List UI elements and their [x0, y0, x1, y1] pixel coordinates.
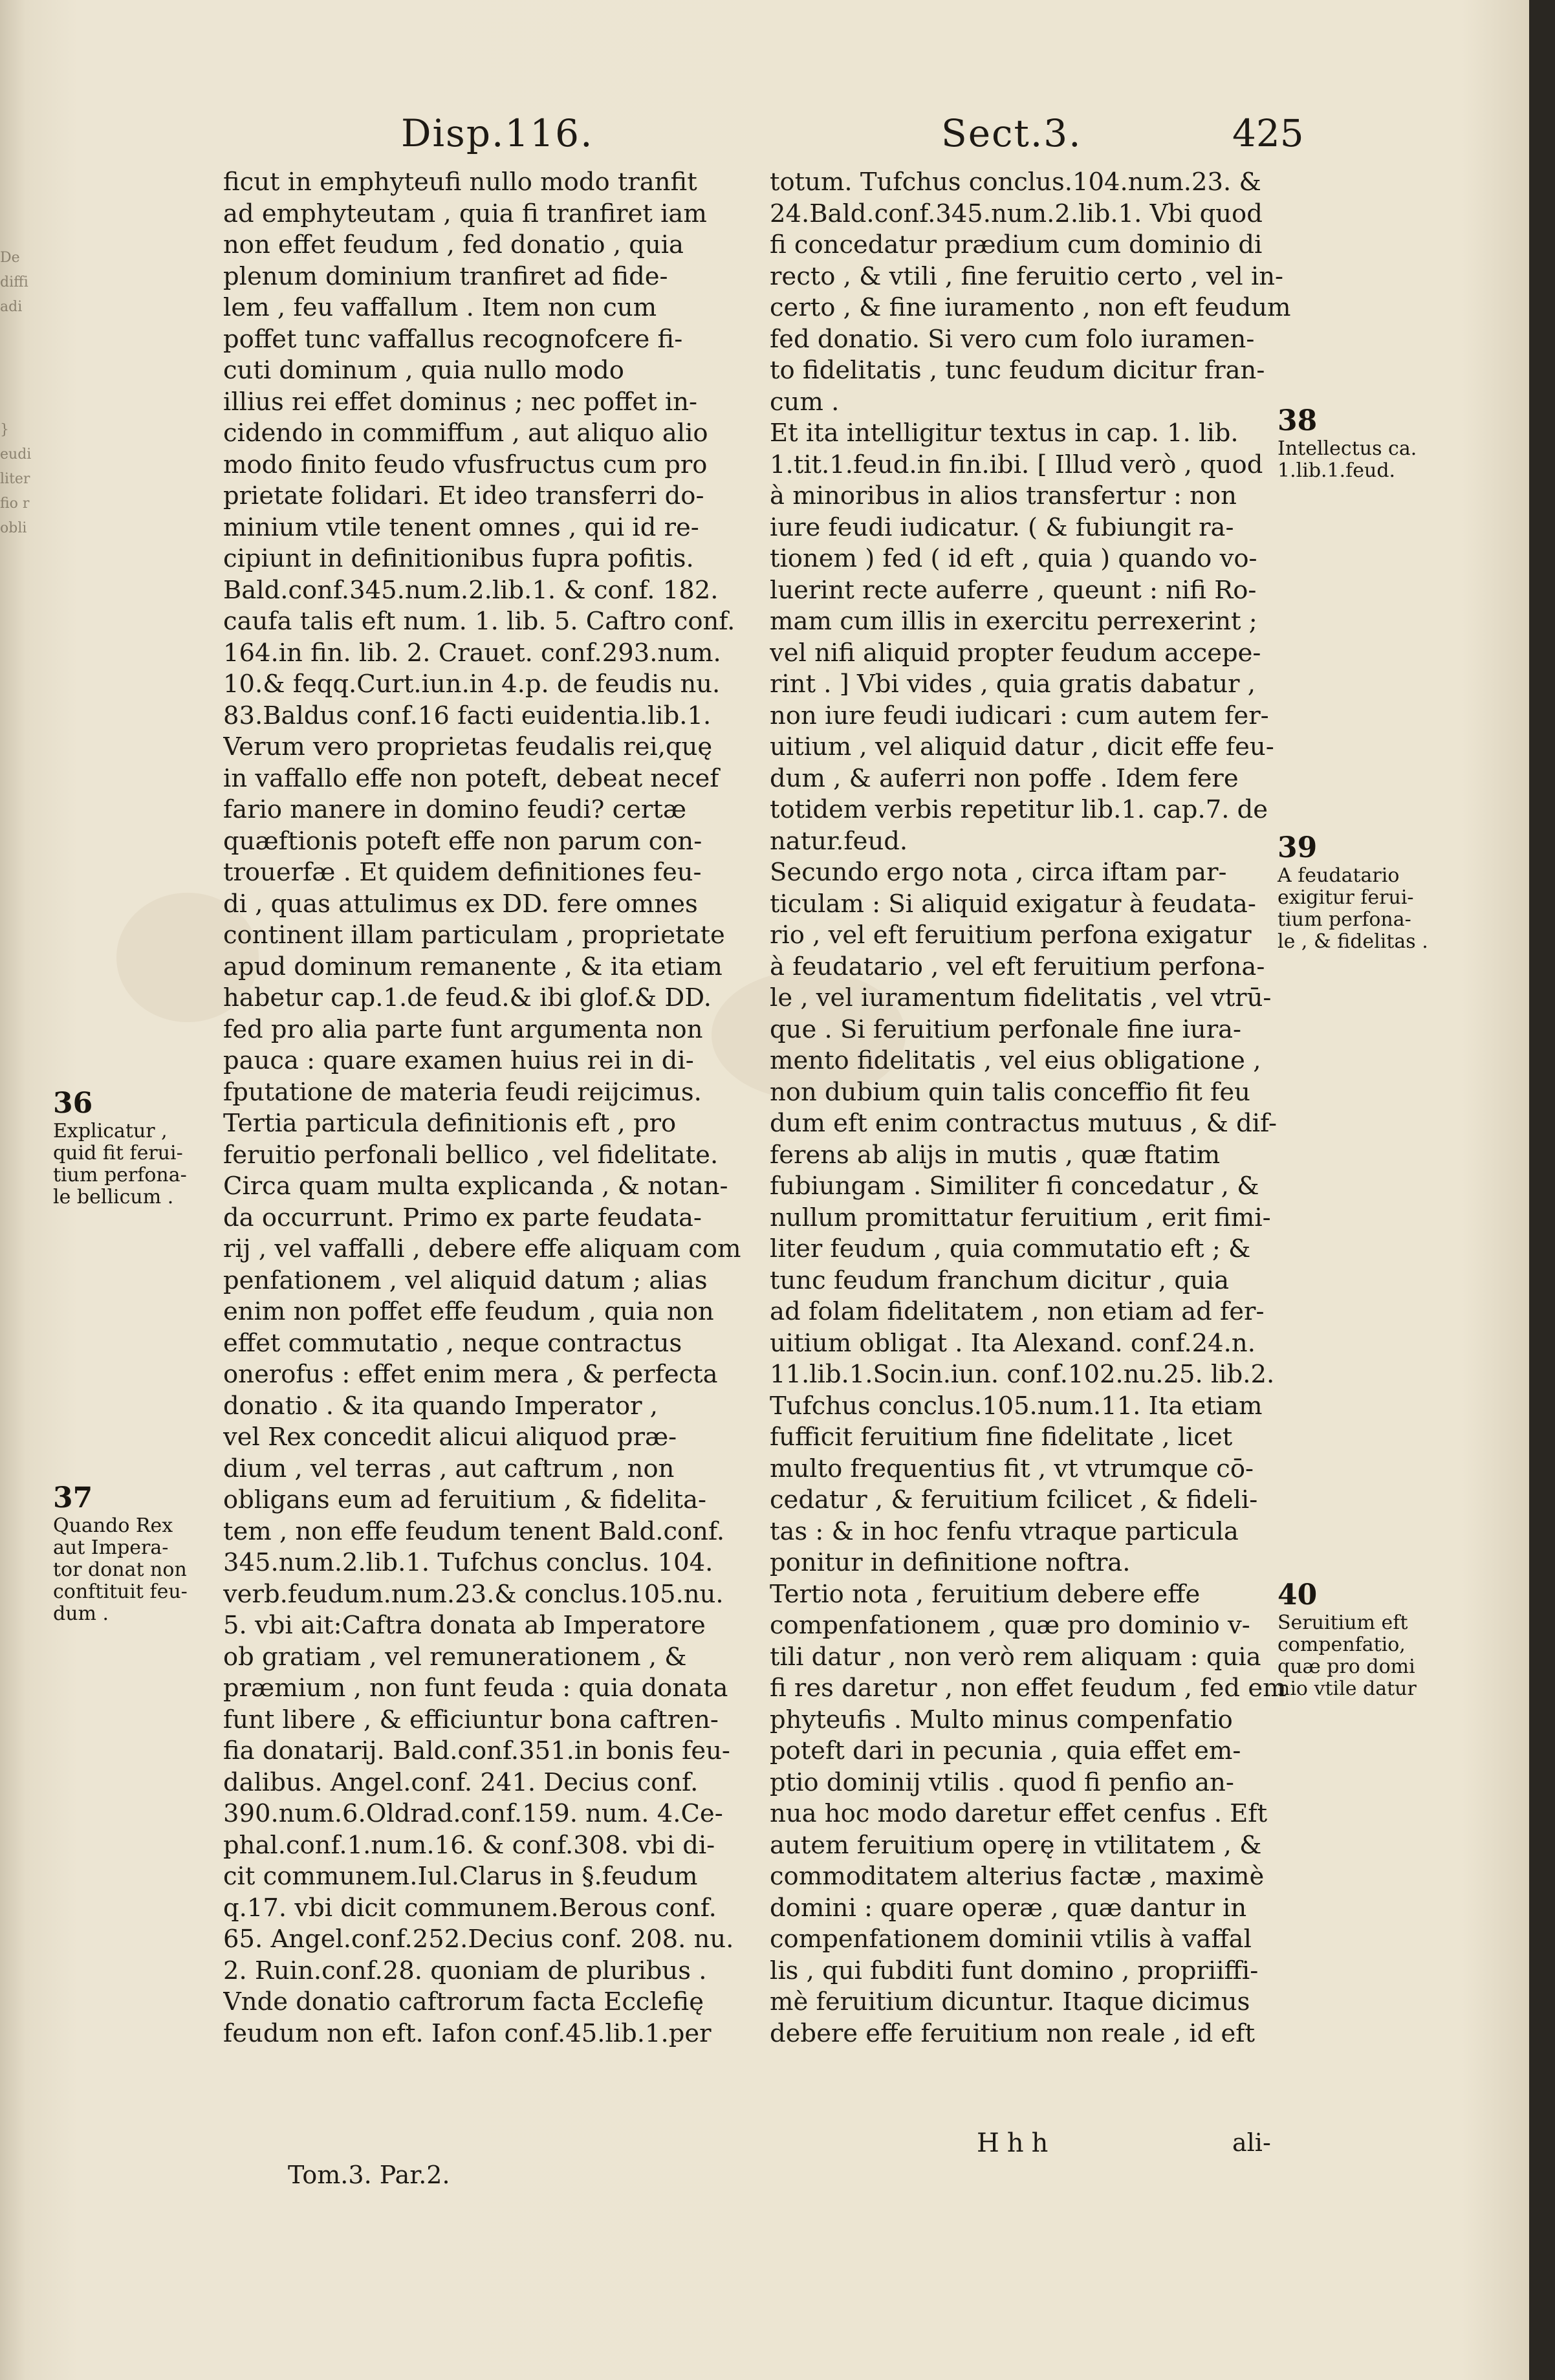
volume-mark: Tom.3. Par.2.	[288, 2161, 450, 2189]
text-line: Tufchus conclus.105.num.11. Ita etiam	[770, 1391, 1263, 1421]
text-line: compenfationem dominii vtilis à vaffal	[770, 1925, 1252, 1954]
gutter-fragment: fio r	[0, 496, 30, 512]
text-line: non effet feudum , fed donatio , quia	[223, 230, 684, 259]
margin-note-line: Quando Rex	[53, 1514, 173, 1537]
text-line: ponitur in definitione noftra.	[770, 1548, 1131, 1577]
gutter-fragment: De	[0, 250, 20, 266]
text-line: ob gratiam , vel remunerationem , &	[223, 1642, 687, 1672]
text-line: fi res daretur , non effet feudum , fed em	[770, 1674, 1287, 1703]
margin-note-line: nio vtile datur	[1278, 1677, 1417, 1700]
text-line: Circa quam multa explicanda , & notan-	[223, 1172, 728, 1201]
text-line: tem , non effe feudum tenent Bald.conf.	[223, 1516, 725, 1546]
text-line: 65. Angel.conf.252.Decius conf. 208. nu.	[223, 1925, 734, 1954]
gutter-fragment: eudi	[0, 446, 32, 463]
text-line: fi concedatur prædium cum dominio di	[770, 230, 1263, 259]
text-line: multo frequentius fit , vt vtrumque cō-	[770, 1454, 1254, 1483]
margin-note-line: Intellectus ca.	[1278, 437, 1417, 460]
text-line: ticulam : Si aliquid exigatur à feudata-	[770, 889, 1256, 919]
left-gutter-bleed	[0, 246, 45, 1087]
page-number: 425	[1232, 111, 1304, 155]
margin-note-line: le , & fidelitas .	[1278, 930, 1428, 953]
gutter-fragment	[0, 393, 45, 418]
text-line: obligans eum ad feruitium , & fidelita-	[223, 1485, 707, 1514]
text-line: quæftionis poteft effe non parum con-	[223, 826, 702, 856]
text-line: uitium obligat . Ita Alexand. conf.24.n.	[770, 1328, 1256, 1358]
text-line: tili datur , non verò rem aliquam : quia	[770, 1642, 1261, 1672]
text-line: 164.in fin. lib. 2. Crauet. conf.293.num.	[223, 638, 721, 668]
text-line: apud dominum remanente , & ita etiam	[223, 952, 723, 981]
running-head-left: Disp.116.	[401, 111, 594, 155]
text-line: feudum non eft. Iafon conf.45.lib.1.per	[223, 2018, 712, 2048]
text-line: vel Rex concedit alicui aliquod præ-	[223, 1423, 677, 1452]
text-line: Secundo ergo nota , circa iftam par-	[770, 858, 1227, 887]
text-line: lis , qui fubditi funt domino , propriiffi-	[770, 1956, 1259, 1985]
margin-note-line: tium perfona-	[1278, 908, 1411, 931]
text-line: poteft dari in pecunia , quia effet em-	[770, 1736, 1241, 1765]
text-line: totum. Tufchus conclus.104.num.23. &	[770, 168, 1261, 197]
right-text-column	[770, 167, 1297, 2049]
text-line: compenfationem , quæ pro dominio v-	[770, 1611, 1250, 1640]
text-line: cum .	[770, 387, 840, 417]
text-line: 345.num.2.lib.1. Tufchus conclus. 104.	[223, 1548, 713, 1577]
text-line: 5. vbi ait:Caftra donata ab Imperatore	[223, 1611, 706, 1640]
text-line: certo , & fine iuramento , non eft feudum	[770, 293, 1291, 322]
text-line: non dubium quin talis conceffio fit feu	[770, 1077, 1250, 1107]
gutter-fragment: obli	[0, 520, 27, 536]
margin-note-number: 40	[1278, 1578, 1318, 1611]
text-line: le , vel iuramentum fidelitatis , vel vtrū-	[770, 983, 1272, 1012]
text-line: liter feudum , quia commutatio eft ; &	[770, 1234, 1251, 1263]
margin-note-number: 37	[53, 1481, 93, 1514]
text-line: rij , vel vaffalli , debere effe aliquam com	[223, 1234, 741, 1263]
text-line: totidem verbis repetitur lib.1. cap.7. de	[770, 795, 1268, 824]
text-line: vel nifi aliquid propter feudum accepe-	[770, 638, 1261, 668]
text-line: ferens ab alijs in mutis , quæ ftatim	[770, 1140, 1221, 1170]
margin-note-line: aut Impera-	[53, 1536, 169, 1559]
margin-note-number: 39	[1278, 831, 1318, 864]
text-line: natur.feud.	[770, 826, 908, 856]
text-line: dum , & auferri non poffe . Idem fere	[770, 763, 1239, 793]
text-line: rint . ] Vbi vides , quia gratis dabatur ,	[770, 670, 1256, 699]
page-edge-shadow	[1529, 0, 1555, 2380]
gutter-fragment: adi	[0, 299, 23, 315]
text-line: non iure feudi iudicari : cum autem fer-	[770, 701, 1269, 730]
text-line: 1.tit.1.feud.in fin.ibi. [ Illud verò , quod	[770, 450, 1263, 479]
text-line: cipiunt in definitionibus fupra pofitis.	[223, 544, 694, 573]
text-line: to fidelitatis , tunc feudum dicitur fran-	[770, 356, 1265, 385]
margin-note-36	[53, 1087, 189, 1208]
text-line: mè feruitium dicuntur. Itaque dicimus	[770, 1987, 1250, 2016]
text-line: prietate folidari. Et ideo transferri do-	[223, 481, 704, 510]
text-line: onerofus : effet enim mera , & perfecta	[223, 1360, 718, 1389]
text-line: 2. Ruin.conf.28. quoniam de pluribus .	[223, 1956, 707, 1985]
text-line: præmium , non funt feuda : quia donata	[223, 1674, 728, 1703]
text-line: cedatur , & feruitium fcilicet , & fideli-	[770, 1485, 1258, 1514]
text-line: à feudatario , vel eft feruitium perfona-	[770, 952, 1265, 981]
text-line: phyteufis . Multo minus compenfatio	[770, 1705, 1233, 1734]
signature-mark: Hhh	[977, 2128, 1056, 2158]
text-line: commoditatem alterius factæ , maximè	[770, 1862, 1265, 1891]
text-line: funt libere , & efficiuntur bona caftren-	[223, 1705, 719, 1734]
gutter-fragment: }	[0, 422, 9, 438]
text-line: autem feruitium operę in vtilitatem , &	[770, 1830, 1262, 1860]
text-line: dalibus. Angel.conf. 241. Decius conf.	[223, 1767, 699, 1797]
margin-note-line: quæ pro domi	[1278, 1655, 1415, 1678]
text-line: dum eft enim contractus mutuus , & dif-	[770, 1109, 1277, 1138]
margin-note-line: conftituit feu-	[53, 1580, 188, 1603]
text-line: illius rei effet dominus ; nec poffet in-	[223, 387, 698, 417]
text-line: in vaffallo effe non poteft, debeat necef	[223, 763, 719, 793]
text-line: debere effe feruitium non reale , id eft	[770, 2018, 1255, 2048]
text-line: mam cum illis in exercitu perrexerint ;	[770, 607, 1257, 636]
text-line: fufficit feruitium fine fidelitate , licet	[770, 1423, 1233, 1452]
margin-note-38	[1278, 404, 1472, 482]
margin-note-39	[1278, 831, 1472, 953]
text-line: fed pro alia parte funt argumenta non	[223, 1014, 703, 1044]
text-line: 83.Baldus conf.16 facti euidentia.lib.1.	[223, 701, 712, 730]
gutter-fragment: liter	[0, 471, 30, 487]
text-line: cidendo in commiffum , aut aliquo alio	[223, 419, 708, 448]
margin-note-line: tor donat non	[53, 1558, 187, 1581]
text-line: dium , vel terras , aut caftrum , non	[223, 1454, 675, 1483]
margin-note-line: dum .	[53, 1602, 109, 1625]
text-line: phal.conf.1.num.16. & conf.308. vbi di-	[223, 1830, 715, 1860]
text-line: habetur cap.1.de feud.& ibi glof.& DD.	[223, 983, 712, 1012]
margin-note-line: le bellicum .	[53, 1186, 174, 1208]
text-line: luerint recte auferre , queunt : nifi Ro-	[770, 575, 1257, 605]
gutter-fragment	[0, 344, 45, 369]
text-line: iure feudi iudicatur. ( & fubiungit ra-	[770, 512, 1234, 542]
text-line: modo finito feudo vfusfructus cum pro	[223, 450, 708, 479]
margin-note-line: quid fit ferui-	[53, 1142, 183, 1164]
text-line: tionem ) fed ( id eft , quia ) quando vo-	[770, 544, 1257, 573]
margin-note-line: Seruitium eft	[1278, 1611, 1408, 1634]
text-line: lem , feu vaffallum . Item non cum	[223, 293, 657, 322]
text-line: recto , & vtili , fine feruitio certo , vel in-	[770, 261, 1284, 291]
text-line: 11.lib.1.Socin.iun. conf.102.nu.25. lib.2.	[770, 1360, 1275, 1389]
text-line: 24.Bald.conf.345.num.2.lib.1. Vbi quod	[770, 199, 1263, 228]
text-line: fario manere in domino feudi? certæ	[223, 795, 687, 824]
text-line: ptio dominij vtilis . quod fi penfio an-	[770, 1767, 1234, 1797]
gutter-fragment: diffi	[0, 274, 28, 290]
text-line: nullum promittatur feruitium , erit fimi-	[770, 1203, 1271, 1232]
text-line: donatio . & ita quando Imperator ,	[223, 1391, 658, 1421]
text-line: enim non poffet effe feudum , quia non	[223, 1297, 714, 1326]
text-line: minium vtile tenent omnes , qui id re-	[223, 512, 699, 542]
text-line: que . Si feruitium perfonale fine iura-	[770, 1014, 1242, 1044]
text-line: q.17. vbi dicit communem.Berous conf.	[223, 1893, 717, 1923]
text-line: verb.feudum.num.23.& conclus.105.nu.	[223, 1579, 724, 1609]
text-line: rio , vel eft feruitium perfona exigatur	[770, 921, 1252, 950]
text-line: penfationem , vel aliquid datum ; alias	[223, 1265, 708, 1295]
text-line: mento fidelitatis , vel eius obligatione ,	[770, 1046, 1261, 1075]
text-line: ad emphyteutam , quia fi tranfiret iam	[223, 199, 707, 228]
margin-note-number: 38	[1278, 404, 1318, 437]
text-line: fia donatarij. Bald.conf.351.in bonis feu-	[223, 1736, 730, 1765]
running-head-center: Sect.3.	[941, 111, 1082, 155]
margin-note-line: 1.lib.1.feud.	[1278, 459, 1396, 482]
text-line: effet commutatio , neque contractus	[223, 1328, 682, 1358]
page-header	[0, 105, 1555, 169]
text-line: fubiungam . Similiter fi concedatur , &	[770, 1172, 1259, 1201]
gutter-fragment	[0, 320, 45, 344]
margin-note-number: 36	[53, 1087, 93, 1120]
margin-note-line: tium perfona-	[53, 1164, 187, 1186]
text-line: Bald.conf.345.num.2.lib.1. & conf. 182.	[223, 575, 719, 605]
text-line: Tertio nota , feruitium debere effe	[770, 1579, 1201, 1609]
text-line: Vnde donatio caftrorum facta Ecclefię	[223, 1987, 704, 2016]
margin-note-40	[1278, 1578, 1472, 1700]
text-line: cuti dominum , quia nullo modo	[223, 356, 624, 385]
text-line: nua hoc modo daretur effet cenfus . Eft	[770, 1799, 1268, 1828]
text-line: fputatione de materia feudi reijcimus.	[223, 1077, 702, 1107]
text-line: pauca : quare examen huius rei in di-	[223, 1046, 694, 1075]
text-line: di , quas attulimus ex DD. fere omnes	[223, 889, 698, 919]
text-line: Verum vero proprietas feudalis rei,quę	[223, 732, 713, 761]
text-line: Et ita intelligitur textus in cap. 1. lib.	[770, 419, 1239, 448]
text-line: uitium , vel aliquid datur , dicit effe feu-	[770, 732, 1274, 761]
text-line: Tertia particula definitionis eft , pro	[223, 1109, 677, 1138]
text-line: tunc feudum franchum dicitur , quia	[770, 1265, 1230, 1295]
text-line: domini : quare operæ , quæ dantur in	[770, 1893, 1247, 1923]
text-line: fed donatio. Si vero cum folo iuramen-	[770, 324, 1255, 354]
margin-note-line: exigitur ferui-	[1278, 886, 1414, 909]
margin-note-37	[53, 1481, 189, 1625]
gutter-fragment	[0, 369, 45, 393]
margin-note-line: Explicatur ,	[53, 1120, 168, 1142]
text-line: ad folam fidelitatem , non etiam ad fer-	[770, 1297, 1265, 1326]
text-line: trouerfæ . Et quidem definitiones feu-	[223, 858, 702, 887]
left-text-column	[223, 167, 754, 2049]
text-line: plenum dominium tranfiret ad fide-	[223, 261, 668, 291]
text-line: 390.num.6.Oldrad.conf.159. num. 4.Ce-	[223, 1799, 723, 1828]
margin-note-line: compenfatio,	[1278, 1633, 1406, 1656]
text-line: ficut in emphyteufi nullo modo tranfit	[223, 168, 697, 197]
text-line: caufa talis eft num. 1. lib. 5. Caftro conf.	[223, 607, 735, 636]
margin-note-line: A feudatario	[1278, 864, 1400, 887]
text-line: da occurrunt. Primo ex parte feudata-	[223, 1203, 702, 1232]
text-line: à minoribus in alios transfertur : non	[770, 481, 1237, 510]
text-line: 10.& feqq.Curt.iun.in 4.p. de feudis nu.	[223, 670, 721, 699]
text-line: tas : & in hoc fenfu vtraque particula	[770, 1516, 1239, 1546]
text-line: poffet tunc vaffallus recognofcere fi-	[223, 324, 683, 354]
text-line: feruitio perfonali bellico , vel fidelitate.	[223, 1140, 719, 1170]
text-line: cit communem.Iul.Clarus in §.feudum	[223, 1862, 698, 1891]
text-line: continent illam particulam , proprietate	[223, 921, 725, 950]
catchword: ali-	[1232, 2128, 1271, 2157]
